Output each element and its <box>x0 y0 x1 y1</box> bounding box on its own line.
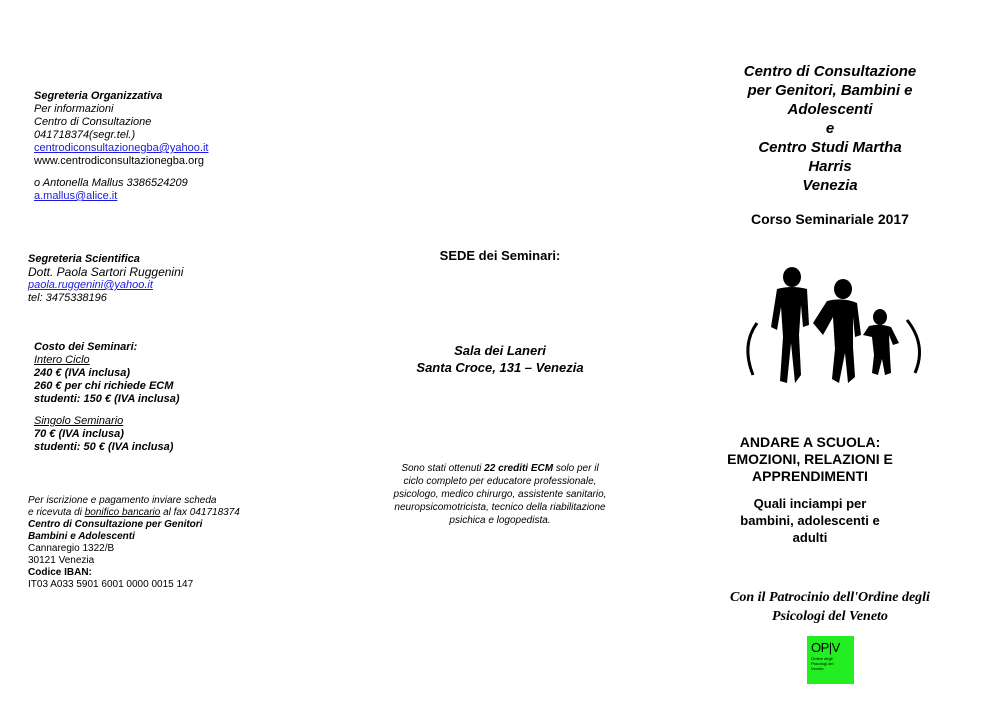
iscrizione-line-2-pre: e ricevuta di <box>28 507 85 518</box>
title-line-5: Centro Studi Martha <box>758 139 902 156</box>
iscrizione-line-2 <box>28 507 240 519</box>
iscrizione-line-1: Per iscrizione e pagamento inviare scheda <box>28 495 217 506</box>
theme-title <box>690 434 930 485</box>
theme-subtitle <box>690 495 930 546</box>
right-arc-icon <box>907 320 920 373</box>
opv-logo-small: Ordine degli Psicologi del Veneto <box>811 656 834 671</box>
address-line-2: 30121 Venezia <box>28 555 95 566</box>
segreteria-scientifica <box>28 253 183 305</box>
sub-line-1: Quali inciampi per <box>753 496 867 511</box>
patrocinio-line-1: Con il Patrocinio dell'Ordine degli <box>730 590 930 605</box>
sci-tel: tel: 3475338196 <box>28 292 107 304</box>
adult-figure-icon <box>771 267 809 383</box>
singolo-label: Singolo Seminario <box>34 415 124 427</box>
costo-seminari <box>34 341 179 454</box>
sede-heading: SEDE dei Seminari: <box>439 248 561 263</box>
family-illustration <box>735 265 930 390</box>
iscrizione-info <box>28 495 240 591</box>
title-line-2: per Genitori, Bambini e <box>747 82 913 99</box>
left-arc-icon <box>748 323 757 375</box>
theme-line-3: APPRENDIMENTI <box>752 468 868 484</box>
website-link[interactable]: www.centrodiconsultazionegba.org <box>34 155 204 167</box>
ecm-credits: 22 crediti ECM <box>484 463 554 474</box>
centro-line: Centro di Consultazione <box>34 116 152 128</box>
sub-line-2: bambini, adolescenti e <box>740 513 880 528</box>
sala-address: Santa Croce, 131 – Venezia <box>416 360 584 375</box>
title-line-1: Centro di Consultazione <box>743 63 917 80</box>
singolo-price-1: 70 € (IVA inclusa) <box>34 428 124 440</box>
ecm-line-5: psichica e logopedista. <box>449 515 551 526</box>
title-line-6: Harris <box>808 158 852 175</box>
info-line: Per informazioni <box>34 103 114 115</box>
segreteria-org-heading: Segreteria Organizzativa <box>34 90 163 102</box>
intero-price-2: 260 € per chi richiede ECM <box>34 380 174 392</box>
corso-title: Corso Seminariale 2017 <box>751 211 909 227</box>
sub-line-3: adulti <box>792 530 828 545</box>
alt-contact: o Antonella Mallus 3386524209 <box>34 177 188 189</box>
iscrizione-line-2-post: al fax 041718374 <box>160 507 240 518</box>
intero-price-3: studenti: 150 € (IVA inclusa) <box>34 393 180 405</box>
sci-name: Dott. Paola Sartori Ruggenini <box>28 265 184 279</box>
email-link[interactable]: centrodiconsultazionegba@yahoo.it <box>34 142 209 154</box>
ecm-line-2: ciclo completo per educatore professionale, <box>403 476 597 487</box>
adult-figure-2-icon <box>813 279 861 383</box>
costo-heading: Costo dei Seminari: <box>34 341 138 353</box>
child-figure-icon <box>863 309 899 375</box>
title-line-3: Adolescenti <box>787 101 873 118</box>
title-line-7: Venezia <box>802 177 858 194</box>
ecm-line-3: psicologo, medico chirurgo, assistente sanitario, <box>393 489 607 500</box>
sede-address <box>360 342 640 376</box>
ecm-note <box>345 462 655 527</box>
singolo-price-2: studenti: 50 € (IVA inclusa) <box>34 441 174 453</box>
theme-line-2: EMOZIONI, RELAZIONI E <box>727 451 893 467</box>
intero-price-1: 240 € (IVA inclusa) <box>34 367 130 379</box>
theme-line-1: ANDARE A SCUOLA: <box>739 434 881 450</box>
segreteria-organizzativa <box>34 90 208 203</box>
ecm-line-1-pre: Sono stati ottenuti <box>401 463 485 474</box>
sci-email-link[interactable]: paola.ruggenini@yahoo.it <box>28 279 153 291</box>
alt-email-link[interactable]: a.mallus@alice.it <box>34 190 118 202</box>
opv-logo-text: OP|V <box>811 640 840 655</box>
iscrizione-centro: Centro di Consultazione per Genitori <box>28 519 203 530</box>
title-line-4: e <box>825 120 835 137</box>
ecm-line-1-post: solo per il <box>553 463 599 474</box>
bonifico-text: bonifico bancario <box>84 507 161 518</box>
sala-name: Sala dei Laneri <box>454 343 546 358</box>
ecm-line-4: neuropsicomotricista, tecnico della riabilitazione <box>394 502 606 513</box>
iban-value: IT03 A033 5901 6001 0000 0015 147 <box>28 579 194 590</box>
opv-logo <box>807 636 854 684</box>
ecm-line-1 <box>345 462 655 475</box>
patrocinio-line-2: Psicologi del Veneto <box>772 609 888 624</box>
centro-title <box>700 62 960 195</box>
phone-line: 041718374(segr.tel.) <box>34 129 136 141</box>
segreteria-sci-heading: Segreteria Scientifica <box>28 253 140 265</box>
intero-label: Intero Ciclo <box>34 354 90 366</box>
address-line-1: Cannaregio 1322/B <box>28 543 115 554</box>
iban-label: Codice IBAN: <box>28 567 92 578</box>
patrocinio <box>690 588 970 626</box>
iscrizione-centro-2: Bambini e Adolescenti <box>28 531 135 542</box>
